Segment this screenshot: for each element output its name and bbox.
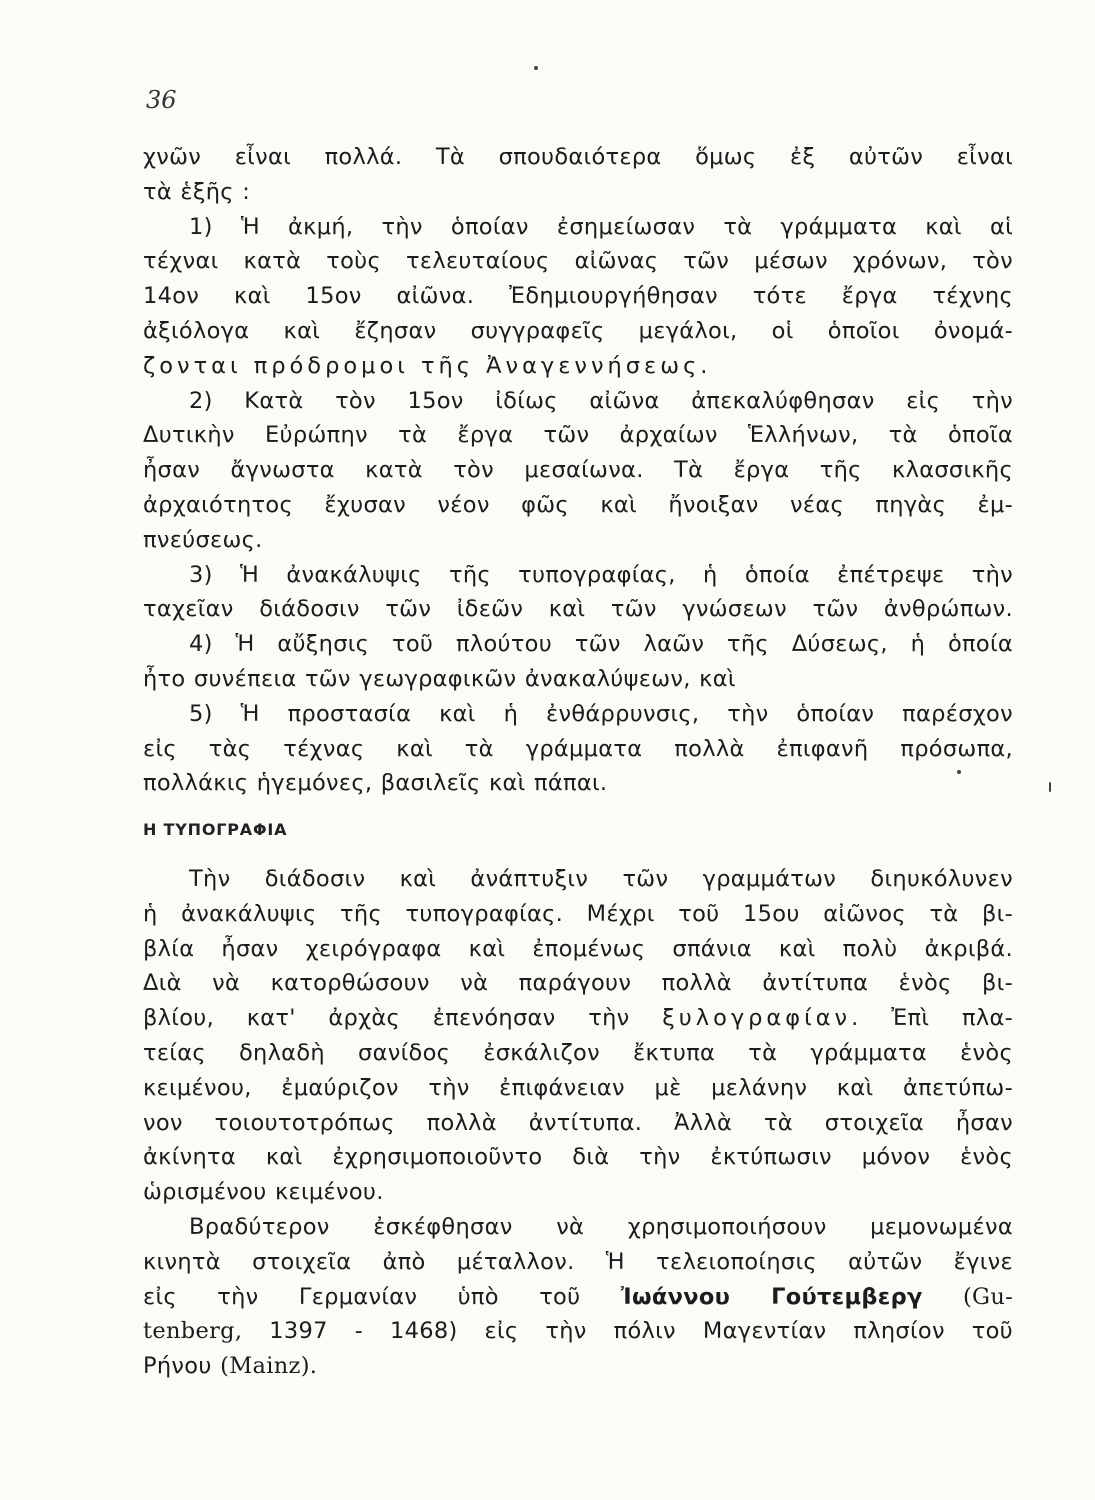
text-line: Δυτικὴν Εὐρώπην τὰ ἔργα τῶν ἀρχαίων Ἑλλήνων, τὰ ὁποῖα	[143, 422, 1013, 449]
text-line: 14ον καὶ 15ον αἰῶνα. Ἐδημιουργήθησαν τότε ἔργα τέχνης	[143, 283, 1013, 310]
latin-name: (Mainz).	[220, 1353, 318, 1380]
text-line: εἰς τὰς τέχνας καὶ τὰ γράμματα πολλὰ ἐπιφανῆ πρόσωπα,	[143, 735, 1013, 762]
text-fragment: εἰς τὴν Γερμανίαν ὑπὸ τοῦ	[143, 1283, 581, 1310]
text-line: Διὰ νὰ κατορθώσουν νὰ παράγουν πολλὰ ἀντίτυπα ἑνὸς βι-	[143, 970, 1013, 997]
section-text-2	[143, 862, 1013, 1384]
text-line: 3) Ἡ ἀνακάλυψις τῆς τυπογραφίας, ἡ ὁποία ἐπέτρεψε τὴν	[189, 561, 1013, 588]
text-line: 2) Κατὰ τὸν 15ον ἰδίως αἰῶνα ἀπεκαλύφθησαν εἰς τὴν	[189, 387, 1013, 414]
text-line: τέχναι κατὰ τοὺς τελευταίους αἰῶνας τῶν μέσων χρόνων, τὸν	[143, 248, 1013, 275]
text-fragment: Ρήνου	[143, 1353, 212, 1380]
print-speck	[1049, 782, 1051, 792]
section-heading: Η ΤΥΠΟΓΡΑΦΙΑ	[143, 820, 288, 839]
text-line: ἡ ἀνακάλυψις τῆς τυπογραφίας. Μέχρι τοῦ 15ου αἰῶνος τὰ βι-	[143, 900, 1013, 927]
text-line: τείας δηλαδὴ σανίδος ἐσκάλιζον ἔκτυπα τὰ γράμματα ἑνὸς	[143, 1039, 1013, 1066]
text-line: ἦτο συνέπεια τῶν γεωγραφικῶν ἀνακαλύψεων, καὶ	[143, 665, 736, 692]
text-line	[143, 1349, 1013, 1384]
text-line: 1) Ἡ ἀκμή, τὴν ὁποίαν ἐσημείωσαν τὰ γράμματα καὶ αἱ	[189, 213, 1013, 240]
text-line: πολλάκις ἡγεμόνες, βασιλεῖς καὶ πάπαι.	[143, 770, 608, 797]
text-line: ἦσαν ἄγνωστα κατὰ τὸν μεσαίωνα. Τὰ ἔργα τῆς κλασσικῆς	[143, 457, 1013, 484]
text-line: Τὴν διάδοσιν καὶ ἀνάπτυξιν τῶν γραμμάτων διηυκόλυνεν	[189, 866, 1013, 892]
text-line: ἀκίνητα καὶ ἐχρησιμοποιοῦντο διὰ τὴν ἐκτύπωσιν μόνον ἑνὸς	[143, 1144, 1013, 1171]
text-line: 5) Ἡ προστασία καὶ ἡ ἐνθάρρυνσις, τὴν ὁποίαν παρέσχον	[189, 700, 1013, 727]
text-line: κινητὰ στοιχεῖα ἀπὸ μέταλλον. Ἡ τελειοποίησις αὐτῶν ἔγινε	[143, 1248, 1013, 1275]
text-line	[143, 1280, 1013, 1315]
text-line: ἀρχαιότητος ἔχυσαν νέον φῶς καὶ ἤνοιξαν νέας πηγὰς ἐμ-	[143, 491, 1013, 518]
text-line: 4) Ἡ αὔξησις τοῦ πλούτου τῶν λαῶν τῆς Δύσεως, ἡ ὁποία	[189, 631, 1013, 658]
text-line: ὡρισμένου κειμένου.	[143, 1179, 384, 1206]
text-line: ἀξιόλογα καὶ ἔζησαν συγγραφεῖς μεγάλοι, οἱ ὁποῖοι ὀνομά-	[143, 317, 1013, 344]
print-speck	[534, 66, 538, 70]
latin-name: tenberg,	[143, 1318, 243, 1345]
page-number: 36	[146, 86, 177, 114]
text-line: πνεύσεως.	[143, 526, 263, 553]
text-line: ταχεῖαν διάδοσιν τῶν ἰδεῶν καὶ τῶν γνώσεων τῶν ἀνθρώπων.	[143, 596, 1013, 623]
text-line: τὰ ἑξῆς :	[143, 178, 251, 205]
text-line: κειμένου, ἐμαύριζον τὴν ἐπιφάνειαν μὲ μελάνην καὶ ἀπετύπω-	[143, 1074, 1013, 1101]
text-fragment: βλίου, κατ' ἀρχὰς ἐπενόησαν τὴν	[143, 1005, 630, 1032]
section-text-1	[143, 140, 1013, 801]
text-fragment: 1397 - 1468) εἰς τὴν πόλιν Μαγεντίαν πλησίον τοῦ	[269, 1318, 1014, 1345]
print-speck	[957, 770, 961, 774]
text-line: ζονται πρόδρομοι τῆς Ἀναγεννήσεως.	[143, 352, 712, 379]
text-line	[143, 1314, 1013, 1349]
text-line: Βραδύτερον ἐσκέφθησαν νὰ χρησιμοποιήσουν μεμονωμένα	[189, 1213, 1013, 1240]
text-fragment: . Ἐπὶ πλα-	[851, 1005, 1013, 1032]
text-line: χνῶν εἶναι πολλά. Τὰ σπουδαιότερα ὅμως ἐξ αὐτῶν εἶναι	[143, 144, 1013, 170]
latin-name: (Gu-	[962, 1283, 1014, 1310]
text-line: νον τοιουτοτρόπως πολλὰ ἀντίτυπα. Ἀλλὰ τὰ στοιχεῖα ἦσαν	[143, 1109, 1013, 1136]
text-line: βλία ἦσαν χειρόγραφα καὶ ἐπομένως σπάνια καὶ πολὺ ἀκριβά.	[143, 935, 1013, 962]
name-gutenberg: Ἰωάννου Γούτεμβεργ	[620, 1283, 923, 1310]
text-line	[143, 1001, 1013, 1036]
emphasized-term: ξυλογραφίαν	[662, 1005, 852, 1032]
